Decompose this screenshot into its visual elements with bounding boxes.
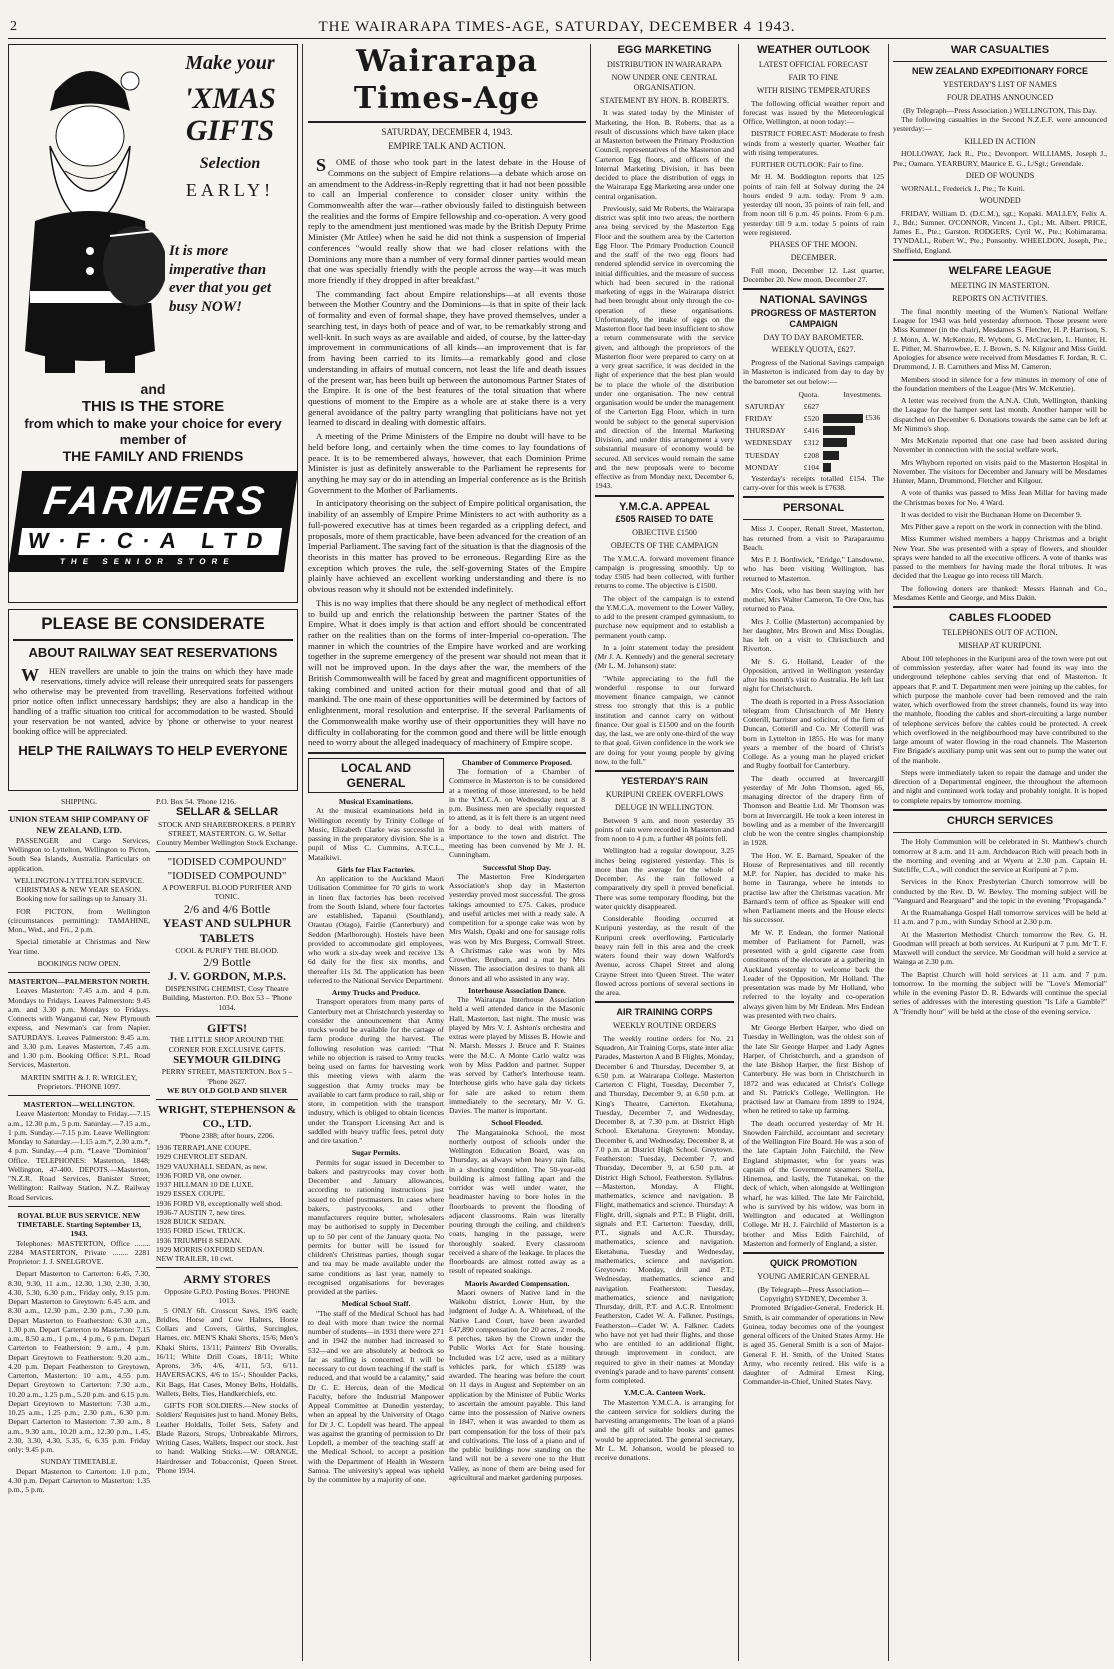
barometer-day: TUESDAY xyxy=(745,450,780,460)
barometer-bar xyxy=(823,426,855,435)
iodised-price: 2/6 and 4/6 Bottle xyxy=(183,901,271,916)
barometer-row xyxy=(743,461,884,473)
divider xyxy=(308,121,586,123)
weather-intro: The following official weather report and forecast was issued by the Meteorological Office, Wellington, at noon today:— xyxy=(743,98,884,127)
shipping-special: Special timetable at Christmas and New Year time. xyxy=(8,937,150,956)
savings-subtitle: PROGRESS OF MASTERTON CAMPAIGN xyxy=(750,307,877,329)
promotion-subtitle: YOUNG AMERICAN GENERAL xyxy=(757,1272,870,1282)
barometer-cell xyxy=(821,461,884,473)
rain-sub2: DELUGE IN WELLINGTON. xyxy=(614,802,714,812)
egg-sub3: STATEMENT BY HON. B. ROBERTS. xyxy=(600,95,729,105)
quota-header: Quota. xyxy=(798,389,819,399)
cables-title: CABLES FLOODED xyxy=(948,612,1052,625)
shipping-column xyxy=(8,797,150,1637)
barometer-row xyxy=(743,400,884,412)
leader-paragraph: This is no way implies that there should be any neglect of methodical effort to build up and enrich the relationship between the partner States of the Empire. What it does imply is that action and effort should be concentrated rather on the realities than on the forms of inter-Imperial co-operation. The manner in which the countries of the Empire have worked and are working together in the supreme emergency of the present war should not mean that it will not be improved upon. In the days after the war, the members of the British Commonwealth will be faced by great and magnificent opportunities of taking combined and united action for their mutual good and that of all mankind. The one main of these opportunities will be determined by factors of enlightenment, moral resolution and enterprise. If the several Parliaments of the Commonwealth make worthy use of their opportunities they will have no difficulty in collaborating for the common good and there will be little enough need to worry about the alleged inadequacy of machinery of Empire scope. xyxy=(308,597,586,748)
local-item-body: The Masterton Free Kindergarten Association's shop day in Masterton yesterday proved most successful. The gross takings amounted to £75. Cakes, produce and useful articles met with a ready sale. A competition for a sponge cake was won by Mrs Walsh, Opaki and one for sausage rolls was won by Mrs Burgess, Cornwall Street. A Christmas cake was won by Mrs Crowther, Bruburn, and a mat by Mrs Nissen. The association desires to thank all donors and all who assisted in any way. xyxy=(449,871,585,983)
local-item-head: Sugar Permits. xyxy=(351,1148,401,1158)
early-text: EARLY! xyxy=(185,179,275,200)
barometer-quota: £416 xyxy=(803,426,819,435)
ymca-title: Y.M.C.A. APPEAL xyxy=(619,500,710,513)
divider xyxy=(893,606,1107,608)
ymca-objects: OBJECTS OF THE CAMPAIGN xyxy=(610,540,719,550)
divider xyxy=(156,1016,298,1017)
gordon-name: J. V. GORDON, M.P.S. xyxy=(167,969,287,984)
army-stores-items: 5 ONLY 6ft. Crosscut Saws, 19/6 each; Bridles, Horse and Cow Halters, Horse Collars and Covers, Girths, Surcingles, Hames, etc. MEN'S Khaki Shorts, 15/6; Men's Khaki Shirts, 13/11; Painters' Bib Overalls, 16/11; White Drill Coats, 18/11; White Aprons, 3/6, 4/6, 4/11, 5/3, 6/11. HAVERSACKS, 4/6 to 15/-; Shoulder Packs, Kit Bags, Hat Cases, Money Belts, Holdalls, Wallets, Belts, Ties, Handkerchiefs, etc. xyxy=(156,1305,298,1398)
personal-title: PERSONAL xyxy=(782,502,845,514)
egg-title: EGG MARKETING xyxy=(617,44,712,56)
personal-item: Mr S. G. Holland, Leader of the Opposition, arrived in Wellington yesterday after his month's visit to Australia. He left last night for Christchurch. xyxy=(743,656,884,694)
shipping-picton: FOR PICTON, from Wellington (circumstances permitting): TAMAHINE, Mon., Wed., and Fri., 2 p.m. xyxy=(8,906,150,934)
rain-subtitle: KURIPUNI CREEK OVERFLOWS xyxy=(605,790,724,799)
gordon-desc: DISPENSING CHEMIST, Cosy Theatre Building, Masterton. P.O. Box 53 – 'Phone 1034. xyxy=(162,984,292,1012)
welfare-paragraph: Mrs McKenzie reported that one case had been assisted during November in connection with the social welfare work. xyxy=(893,436,1107,455)
barometer-quota: £208 xyxy=(803,450,819,460)
rain-paragraph: Between 9 a.m. and noon yesterday 35 points of rain were recorded in Masterton and from noon to 4 p.m. a further 48 points fell. xyxy=(595,815,734,843)
shipping-header: SHIPPING. xyxy=(60,797,98,806)
army-stores-title: ARMY STORES xyxy=(183,1272,271,1287)
died-list: WORNALL, Frederick J., Pte.; Te Kuiti. xyxy=(901,183,1025,193)
welfare-paragraph: A letter was received from the A.N.A. Club, Wellington, thanking the League for the hamper sent last month. Another hamper will be dispatched on December 6. Donations towards the same can be left at Mr Nimmo's shop. xyxy=(893,396,1107,433)
cables-sub2: MISHAP AT KURIPUNI. xyxy=(958,641,1042,651)
gifts-title: GIFTS! xyxy=(206,1020,247,1035)
news-column-4 xyxy=(743,44,884,1661)
church-paragraph: Services in the Knox Presbyterian Church tomorrow will be conducted by the Rev. D. W. Bewley. The morning subject will be "Vanguard and Rearguard" and the topic in the evening "Propaganda." xyxy=(893,877,1107,905)
leader-paragraph: SOME of those who took part in the latest debate in the House of Commons on the subject of Empire relations—a debate which arose on an amendment to the Address-in-Reply regretting that it had not been possible to call an Imperial conference to consider closer unity within the Commonwealth after the war—rather obviously failed to distinguish between the realities and the forms of Empire fellowship and co-operation. A very good reply to the amendment just mentioned was made by the British Deputy Prime Minister (Mr Attlee) when he said he did not think a suspension of Imperial conferences "would really show that we had closer relations with the Dominions any more than a number of very formal dinner parties would mean that one was specially friendly with the people across the way—it was much more friendly if they dropped in after breakfast." xyxy=(308,155,586,286)
xmas-gifts-text: 'XMAS GIFTS xyxy=(184,82,276,147)
atc-subtitle: WEEKLY ROUTINE ORDERS xyxy=(612,1021,717,1031)
egg-subtitle: DISTRIBUTION IN WAIRARAPA xyxy=(606,60,723,70)
divider xyxy=(893,809,1107,811)
rain-title: YESTERDAY'S RAIN xyxy=(621,776,708,787)
egg-paragraph: It was stated today by the Minister of Marketing, the Hon. B. Roberts, that as a result of discussions which have taken place at Masterton between the Primary Production Council, representatives of the Masterton and Carterton Egg floors, and officers of the Internal Marketing Division, it has been decided to place the distribution of eggs in the Wairarapa Egg Marketing area under one central organisation. xyxy=(595,108,734,201)
personal-item: Miss J. Cooper, Renall Street, Masterton, has returned from a visit to Paraparaumu Beach. xyxy=(743,524,884,552)
car-listing: 1936 TRIUMPH 8 SEDAN. xyxy=(156,1235,242,1245)
masthead-rule xyxy=(8,38,1106,39)
leader-paragraph: In anticipatory theorising on the subject of Empire political organisation, the inability of an assembly of Empire Prime Ministers to act with authority as a full-powered executive has at times been regarded as a crippling defect, and proposals, more of them practicable, have been advanced for the creation of an Imperial Parliament. The saving fact of the situation is that the diagnosis of the theorists in this matter has proved to be erroneous. Regarding Eire as the exception which proves the rule, the self-governing States of the Empire plainly have achieved an excellent working understanding and there is no obvious reason why it should not be extended indefinitely. xyxy=(308,498,586,595)
divider xyxy=(8,1206,150,1207)
shipping-services: PASSENGER and Cargo Services, Wellington to Lyttelton, Wellington to Picton, South Sea Islands, Australia. Particulars on application. xyxy=(8,835,150,873)
barometer-day: WEDNESDAY xyxy=(745,438,793,448)
family-line: THE FAMILY AND FRIENDS xyxy=(62,448,244,465)
barometer-row xyxy=(743,412,884,424)
savings-sub2: DAY TO DAY BAROMETER. xyxy=(763,332,864,342)
barometer-cell xyxy=(821,400,884,412)
route1-title: MASTERTON—PALMERSTON NORTH. xyxy=(8,977,150,986)
route1-props: MARTIN SMITH & J. R. WRIGLEY, Proprietors. 'PHONE 1097. xyxy=(20,1072,138,1091)
car-listing: 1936 FORD V8, exceptionally well shod. xyxy=(156,1198,283,1208)
sunday-title: SUNDAY TIMETABLE. xyxy=(40,1457,118,1467)
church-title: CHURCH SERVICES xyxy=(946,814,1054,827)
car-listing: 1936-7 AUSTIN 7, new tires. xyxy=(156,1207,246,1217)
barometer-cell xyxy=(821,425,884,437)
weather-fair: FAIR TO FINE xyxy=(788,73,839,83)
farmers-logo xyxy=(8,471,298,572)
car-listing: 1936 TERRAPLANE COUPE. xyxy=(156,1143,251,1153)
local-item-body: Transport operators from many parts of Canterbury met at Christchurch yesterday to consider the announcement that Army trucks would be available for the cartage of farm produce during the harvest. The following resolution was carried: "That while no objection is raised to Army trucks being used on farms for harvesting work this meeting views with alarm the suggestion that Army trucks may be available to cart farm produce to rail, ship or store, in competition with the transport industry, which is obliged to obtain licences under the Transport Licensing Act and is saddled with heavy traffic fees, petrol duty and tire taxation." xyxy=(308,997,444,1146)
weather-rising: WITH RISING TEMPERATURES xyxy=(756,85,871,95)
welfare-title: WELFARE LEAGUE xyxy=(948,264,1052,277)
local-general-section xyxy=(308,758,586,1488)
savings-title: NATIONAL SAVINGS xyxy=(759,294,868,307)
weather-rainfall: Mr H. M. Boddington reports that 125 points of rain fell at Solway during the 24 hours ended 9 a.m. today. From 9 a.m. yesterday till noon, 35 points of rain fell, and from noon till 6 p.m. 45 points. From 6 p.m. yesterday till 9 a.m. today 5 points of rain were registered. xyxy=(743,172,884,237)
local-item-body: An application to the Auckland Maori Utilisation Committee for 70 girls to work in linen flax factories has been received from the South Island, where four factories are established, Tapanui (Southland), Otautau (Otago), Fairlie (Canterbury) and Seddon (Marlborough). Hostels have been provided to accommodate girl employees, who work a six-day week and receive 13s 6d daily for the first six months, and thereafter 11s 3d. The application has been referred to the National Service Department. xyxy=(308,874,444,985)
wright-name: WRIGHT, STEPHENSON & CO., LTD. xyxy=(157,1104,297,1130)
ymca-paragraph: The object of the campaign is to extend the Y.M.C.A. movement to the Lower Valley, to add to the present cramped gymnasium, to purchase new equipment and to establish a permanent youth camp. xyxy=(595,593,734,640)
local-column-left xyxy=(308,758,444,1488)
leader-title: EMPIRE TALK AND ACTION. xyxy=(388,141,506,152)
local-column-right xyxy=(449,758,585,1488)
shipping-ferry: WELLINGTON-LYTTELTON SERVICE. xyxy=(13,875,145,885)
farmers-logo-wfca: W·F·C·A LTD xyxy=(18,528,282,555)
divider xyxy=(8,810,150,811)
iodised-line-1: "IODISED COMPOUND" xyxy=(167,856,287,869)
local-item-head: Interhouse Association Dance. xyxy=(468,985,566,995)
column-rule xyxy=(888,44,889,1661)
ymca-subtitle: £505 RAISED TO DATE xyxy=(615,514,714,525)
shipping-company: UNION STEAM SHIP COMPANY OF NEW ZEALAND, LTD. xyxy=(9,815,149,835)
column-rule xyxy=(302,44,303,1661)
divider xyxy=(743,519,884,520)
canteen-head: Y.M.C.A. Canteen Work. xyxy=(623,1388,706,1398)
egg-sub2: NOW UNDER ONE CENTRAL ORGANISATION. xyxy=(611,73,718,92)
leader-column xyxy=(308,44,586,1661)
store-line: THIS IS THE STORE xyxy=(81,398,225,416)
welfare-paragraph: It was decided to visit the Buchanan Home on December 9. xyxy=(901,509,1082,519)
route2-times: Leave Masterton: Monday to Friday.—7.15 a.m., 12.30 p.m., 5 p.m. Saturday.—7.15 a.m., 1 p.m. Sunday.—7.15 p.m. Leave Wellington: Monday to Saturday.—1.15 a.m.*, 2.30 a.m.*, 4 p.m. Sunday.—4 p.m. *Leave "Dominion" Office. TELEPHONES: Masterton, 1848; Wellington, 47-400. DEPOTS.—Masterton, "N.Z.R. Road Services, Banister Street; Wellington: Railway Station, N.Z. Railway Road Services. xyxy=(8,1109,150,1202)
personal-item: The Hon. W. E. Barnard, Speaker of the House of Representatives and till recently M.P. for Napier, has decided to make his home in Tauranga, where he intends to practise law after the Christmas vacation. Mr Barnard's term of office as Speaker will end when Parliament meets and the House elects his successor. xyxy=(743,850,884,925)
divider xyxy=(595,770,734,772)
santa-claus-illustration xyxy=(15,51,165,381)
divider xyxy=(156,851,298,852)
gilding-addr: PERRY STREET, MASTERTON. Box 5 – 'Phone 2627. xyxy=(161,1067,293,1086)
ymca-paragraph: In a joint statement today the president (Mr J. A. Kennedy) and the general secretary (Mr L. M. Johanson) state: xyxy=(595,642,734,671)
welfare-paragraph: A vote of thanks was passed to Miss Jean Millar for having made the Christmas boxes for No. 4 Ward. xyxy=(893,488,1107,507)
paper-nameplate: Wairarapa Times-Age xyxy=(353,44,541,116)
iodised-line-2: "IODISED COMPOUND" xyxy=(167,869,287,882)
barometer-day: SATURDAY xyxy=(745,401,785,411)
masthead-title: THE WAIRARAPA TIMES-AGE, SATURDAY, DECEMBER 4 1943. xyxy=(318,19,796,35)
divider xyxy=(743,1252,884,1254)
egg-paragraph: Previously, said Mr Roberts, the Wairarapa district was split into two areas, the northern area being serviced by the Masterton Egg Floor and the southern area by the Carterton Egg Floor. The Primary Production Council and the staff of the two egg floors had rendered splendid service in overcoming the initial difficulties, and the measure of success which had been secured in the rational marketing of eggs in the Wairarapa district had been brought about only through the co-operation of these organisations. Unfortunately, the intake of eggs on the Masterton floor had been insufficient to show a return commensurate with the service given, and although the proprietors of the Masterton floor were prepared to carry on at a very great sacrifice, it was decided in the light of experience that the best plan would be to place the whole of the distribution under one organisation. The new central organisation would be under the management of the Carterton Egg Floor, which in turn would be subject to the general supervision and direction of the Internal Marketing Division, and under this arrangement a very substantial measure of economy would be secured. All services would remain the same and the new proposals were to become effective as from Monday next, December 6, 1943. xyxy=(595,203,734,491)
died-head: DIED OF WOUNDS xyxy=(965,170,1035,180)
ymca-paragraph: The Y.M.C.A. forward movement finance campaign is progressing smoothly. Up to today £505 had been collected, with further returns to come. The objective is £1500. xyxy=(595,553,734,591)
divider xyxy=(893,61,1107,62)
local-item-body: The Mangatainoka School, the most northerly outpost of schools under the Wellington Education Board, was on Thursday, as always when heavy rain falls, in a shocking condition. The 50-year-old building is almost falling apart and the corridor was well under water, the headmaster having to bore holes in the floorboards to prevent the flooding of adjacent classrooms. Rain was literally pouring through the ceiling, and children's coats, hanging in the passage, were thoroughly soaked. Every classroom received a share of the leakage. In places the floorboards are almost rotted away as a result of repeated soakings. xyxy=(449,1127,585,1276)
church-paragraph: At the Masterton Methodist Church tomorrow the Rev. G. H. Goodman will preach at both services. At Kuripuni at 7 p.m. Mr T. F. Maxwell will conduct the service. Mr Goodman will hold a service at Wainga at 2.30 p.m. xyxy=(893,929,1107,967)
xmas-gifts-ad xyxy=(8,44,298,603)
personal-item: Mrs P. J. Borthwick, "Eridge," Lansdowne, who has been visiting Wellington, has returned to Masterton. xyxy=(743,555,884,583)
sunday-times: Depart Masterton to Carterton: 1.0 p.m., 4.30 p.m. Depart Carterton to Masterton: 1.35 p.m., 5 p.m. xyxy=(8,1466,150,1494)
local-item-body: Maori owners of Native land in the Waikohu district, Lower Hutt, by the judgment of Judge A. A. Whitehead, of the Native Land Court, have been awarded £47,890 compensation for 20 acres, 2 roods, 8 perches, taken by the Crown under the Public Works Act for State housing. Included was 1/2 acre, used as a military vehicles park, for which £5189 was awarded. The hearing was before the court on 11 days in August and September on an application by the Minister of Public Works to ascertain the amount payable. This land came into the possession of Native owners in 1847, when it was awarded to them as part compensation for the loss of their pa's and cultivations. The loss of a piano and of the public buildings now standing on the land will not be a severe one to the Hutt Valley, as none of them are being used for agricultural and market gardening purposes. xyxy=(449,1287,585,1482)
choice-line: from which to make your choice for every member of xyxy=(24,416,282,448)
sellar-name: SELLAR & SELLAR xyxy=(175,806,279,819)
leader-article xyxy=(308,157,586,748)
casualties-sub3: FOUR DEATHS ANNOUNCED xyxy=(946,93,1054,103)
leader-paragraph: A meeting of the Prime Ministers of the Empire no doubt will have to be held before long, and certainly when the time comes to lay foundations of peace. It is to be remembered always, however, that each Dominion Prime Minister is just as definitely answerable to the Parliament he represents for anything he may say or do in attending an Imperial conference as is the British Government to the Mother of Parliaments. xyxy=(308,431,586,495)
divider xyxy=(893,259,1107,261)
small-ads-column xyxy=(156,797,298,1637)
casualties-sub2: YESTERDAY'S LIST OF NAMES xyxy=(943,80,1057,90)
promotion-body: Promoted Brigadier-General, Frederick H. Smith, is air commander of operations in New Guinea, today becomes one of the youngest general officers of the United States Army. He is aged 35. General Smith is a son of Major-General F. H. Smith, of the United States Army, who recently retired. His wife is a daughter of Admiral Ernest King, Commander-in-Chief, United States Navy. xyxy=(743,1303,884,1387)
barometer-cell xyxy=(821,449,884,461)
church-paragraph: At the Ruamahanga Gospel Hall tomorrow services will be held at 11 a.m. and 7 p.m., with Sunday School at 2.30 p.m. xyxy=(893,908,1107,927)
welfare-paragraph: Mrs Pither gave a report on the work in connection with the blind. xyxy=(901,522,1102,532)
iodised-desc: A POWERFUL BLOOD PURIFIER AND TONIC. xyxy=(162,883,292,902)
barometer-day: THURSDAY xyxy=(745,426,786,435)
and-text: and xyxy=(140,381,166,397)
local-item-head: Chamber of Commerce Proposed. xyxy=(461,757,573,767)
atc-body: The weekly routine orders for No. 21 Squadron, Air Training Corps, state inter alia: Parades, Masterton A and B Flights, Monday, December 6 and Thursday, December 9, at 6.50 p.m. at Wairarapa College. Masterton Carterton C Flight, Tuesday, December 7, and Thursday, December 9, at 6.50 p.m. at King's Theatre, Carterton. Eketahuna, Tuesday, December 7, and Wednesday, December 8, at 7.30 p.m. at District High School. Eketahuna. Greytown: Monday, December 6, and Wednesday, December 8, at 7.0 p.m. at District High School. Greytown. Featherston: Tuesday, December 7, and Thursday, December 9, at 6.50 p.m. at District High School, Featherston. Syllabus.—Masterton, Monday, A Flight, mathematics, science and navigation. B Flight, mathematics and science. Thursday: A Flight, drill, signals and P.T.; B Flight, drill, signals and P.T. Carterton: Tuesday, drill, P.T., signals and A.C.R. Thursday, mathematics, science and navigation. Eketahuna, Tuesday and Wednesday, mathematics, science and navigation. Greytown: Monday, drill and P.T.; Wednesday, mathematics, science and navigation. Featherston: Tuesday, mathematics, science and navigation; Thursday, drill, P.T. and A.C.R. Enrolment: Featherston, Cadet W. A. Falkner. Postings, Featherston—Cadet W. A. Falkner. Cadets who have not yet had their flights, and those who are entitled to an additional flight, through improvement in conduct, are required to give in their names at Monday evening's parade and to have parents' consent form completed. xyxy=(595,1033,734,1386)
news-column-3 xyxy=(595,44,734,1661)
divider xyxy=(156,1267,298,1268)
car-listing: 1929 CHEVROLET SEDAN. xyxy=(156,1152,248,1162)
local-item-head: Girls for Flax Factories. xyxy=(337,864,415,874)
column-rule xyxy=(738,44,739,1661)
barometer-row xyxy=(743,437,884,449)
divider xyxy=(893,832,1107,833)
casualties-intro: The following casualties in the Second N.Z.E.F. were announced yesterday:— xyxy=(893,115,1107,134)
barometer-cell xyxy=(821,412,884,424)
personal-item: Mr W. P. Endean, the former National member of Parliament for Parnell, was presented with a gold cigarette case from constituents of the electorate at a gathering in Auckland yesterday to welcome back the Leader of the Opposition, Mr Holland. The presentation was made by Mr Holland, who referred to the loyalty and co-operation always given him by Mr Endean. Mrs Endean was presented with two chairs. xyxy=(743,927,884,1020)
route3-title: ROYAL BLUE BUS SERVICE. NEW TIMETABLE. Starting September 13, 1943. xyxy=(17,1210,141,1239)
local-item-body: The formation of a Chamber of Commerce in Masterton is to be considered at a meeting of those interested, to be held in the Y.M.C.A. on Wednesday next at 8 p.m. Business men are specially requested to attend, as it is felt there is an urgent need for a body to deal with matters of importance to the town and district. The meeting has been convened by Mr J. H. Cunningham. xyxy=(449,767,585,860)
leader-paragraph: The commanding fact about Empire relationships—at all events those between the Mother Country and the Dominions—is that in spite of their lack of formality and even of formal shape, they have proved themselves, under a searching test, in days both of peace and of war, to be remarkably strong and well-knit. In such ways as are available and aided, of course, by the latter-day improvement in communications of all kinds—an improvement that is far from having been carried to its limits—a remarkably good and close understanding in affairs of mutual concern, not least the life and death issues of the present war, has been built up between the autonomous Partner States of the Empire. It is one of the best features of the total situation that where questions of moment to the Empire as a whole are at stake there is a very general avoidance of the paltry party wrangling that politicians have not yet learned to discard in dealing with domestic affairs. xyxy=(308,288,586,428)
moon-title: PHASES OF THE MOON. xyxy=(769,240,858,250)
sellar-box: P.O. Box 54. 'Phone 1216. xyxy=(156,797,236,806)
divider xyxy=(8,972,150,973)
killed-list: HOLLOWAY, Jack R., Pte.; Devonport. WILLIAMS, Joseph J., Pte.; Oamaru. YEARBURY, Maurice E. G., L/Sgt.; Greendale. xyxy=(893,149,1107,168)
car-listing: 1937 HILLMAN 10 DE LUXE. xyxy=(156,1180,254,1190)
welfare-sub2: REPORTS ON ACTIVITIES. xyxy=(952,294,1048,304)
make-your-text: Make your xyxy=(185,52,275,74)
weather-further: FURTHER OUTLOOK: Fair to fine. xyxy=(751,160,864,170)
welfare-paragraph: The following doners are thanked: Messrs Hannah and Co., Mesdames Kettle and George, and Miss Dakin. xyxy=(893,583,1107,602)
sellar-desc: STOCK AND SHAREBROKERS. 8 PERRY STREET, MASTERTON. G. W. Sellar Country Member Wellington Stock Exchange. xyxy=(156,819,298,848)
barometer-quota: £520 xyxy=(803,413,819,423)
divider xyxy=(595,1001,734,1003)
barometer-bar xyxy=(823,438,847,447)
divider xyxy=(8,1095,150,1096)
local-item-head: Musical Examinations. xyxy=(338,797,414,807)
railway-subhead: ABOUT RAILWAY SEAT RESERVATIONS xyxy=(28,644,278,660)
shipping-booking: Booking now for sailings up to January 31. xyxy=(16,894,148,904)
imperative-text: It is more imperative than ever that you get busy NOW! xyxy=(169,242,272,316)
soldiers-gifts: GIFTS FOR SOLDIERS.—New stocks of Soldiers' Requisites just to hand. Money Belts, Leather Holdalls, Toilet Sets, Safety and Blade Razors, Strops, Unbreakable Mirrors, Writing Cases, Wallets, Inspect our stock. Just to hand: Walking Sticks.—W. ORANGE, Hairdresser and Tobacconist, Queen Street. 'Phone 1934. xyxy=(156,1401,298,1475)
wright-phone: 'Phone 2388; after hours, 2206. xyxy=(179,1130,275,1140)
yeast-price: 2/9 Bottle xyxy=(203,954,251,969)
route2-title: MASTERTON—WELLINGTON. xyxy=(23,1100,135,1109)
wounded-head: WOUNDED xyxy=(979,195,1021,205)
personal-item: Mrs Cook, who has been staying with her mother, Mrs Walter Cameron, Te Ore Ore, has returned to Paoa. xyxy=(743,585,884,614)
gifts-desc: THE LITTLE SHOP AROUND THE CORNER FOR EXCLUSIVE GIFTS. xyxy=(168,1035,286,1054)
ymca-paragraph: "While appreciating to the full the wonderful response to our forward movement finance campaign, we cannot stress too strongly that this is a public institution and cannot carry on without finance. Our goal is £1500 and on the fourth day, the last, we are only one-third of the way to that goal. Given confidence in the work we are doing for your young people by giving now, to the full." xyxy=(595,673,734,766)
rain-paragraph: Wellington had a regular downpour, 3.25 inches being registered yesterday. This is more than the average for the whole of December. As the rain followed a comparatively dry spell it proved beneficial. There was some temporary flooding, but the water quickly disappeared. xyxy=(595,846,734,911)
moon-phases: Full moon, December 12. Last quarter, December 20. New moon, December 27. xyxy=(743,265,884,284)
army-stores-addr: Opposite G.P.O. Posting Boxes. 'PHONE 1013. xyxy=(164,1287,290,1306)
divider xyxy=(13,639,293,641)
savings-quota: WEEKLY QUOTA, £627. xyxy=(771,345,856,355)
casualties-title: WAR CASUALTIES xyxy=(950,44,1050,56)
church-paragraph: The Holy Communion will be celebrated in St. Matthew's church tomorrow at 8 a.m. and 11 a.m. Archdeacon Rich will preach both in the morning and evening and at Wyeru at 2.30 p.m. Captain H. Sutcliffe, C.A., will conduct the service at Kuripuni at 7 p.m. xyxy=(893,837,1107,875)
welfare-paragraph: Miss Kummer wished members a happy Christmas and a bright New Year. She was presented with a spray of flowers, and shoulder sprays were handed to all the executive officers. A vote of thanks was passed to the members for having made the floral tributes. It was decided that the League go into recess till March. xyxy=(893,534,1107,581)
divider xyxy=(743,288,884,290)
wounded-list: FRIDAY, William D. (D.C.M.), sgt.; Kopaki. MALLEY, Felix A. J., Bdr.; Sumner. O'CONNOR, Vincent J., Cpl.; Mt. Albert. PRICE, James E., Pte.; Garston. RODGERS, Cyril W., Pte.; Kohimarama. TYNDALL, Robert W., Pte.; Ponsonby. WHEELDON, Joseph, Pte.; Sheffield, England. xyxy=(893,208,1107,255)
leader-date: SATURDAY, DECEMBER 4, 1943. xyxy=(381,127,513,138)
rain-paragraph: Considerable flooding occurred at Kuripuni yesterday, as the result of the Kuripuni creek overflowing. Particularly heavy rain fell in this area and the creek waters found their way down Walford's Avenue, across Chapel Street and along Crayne Street into Queen Street. The water flowed across portions of several sections in the area. xyxy=(595,914,734,997)
car-listing: 1935 FORD 15cwt. TRUCK. xyxy=(156,1226,246,1236)
barometer-row xyxy=(743,449,884,461)
promotion-title: QUICK PROMOTION xyxy=(770,1258,857,1269)
promotion-dateline: (By Telegraph—Press Association—Copyright) SYDNEY, December 3. xyxy=(757,1284,870,1304)
canteen-body: The Masterton Y.M.C.A. is arranging for the canteen service for soldiers during the harvesting arrangements. The loan of a piano and the gift of suitable books and games would be appreciated. The general secretary, Mr L. M. Johanson, would be pleased to receive donations. xyxy=(595,1397,734,1463)
railway-headline: PLEASE BE CONSIDERATE xyxy=(41,614,265,633)
welfare-paragraph: The final monthly meeting of the Women's National Welfare League for 1943 was held yesterday afternoon. Those present were Miss Kummer (in the chair), Mesdames S. Fletcher, H. P. Harrison, S. J. Monn, A. W. McKenzie, R. Wybom, G. McCracken, L. Hunter, H. E. Pither, M. Sharrowbee, E. J. Brown, S. N. Kilgour and Miss Guild. Apologies for absence were received from Mesdames F. Jordan, R. C. Drummond, J. B. Carruthers and Miss M. Cameron. xyxy=(893,306,1107,372)
route3-times: Depart Masterton to Carterton: 6.45, 7.30, 8.30, 9.30, 11 a.m., 12.30, 1.30, 2.30, 3.30, 4.30, 5.30, 6.30 p.m., Friday only, 9.15 p.m. Depart Masterton to Greytown: 6.45 a.m. and 8.30 a.m., 12.30 p.m., 2.30 p.m., 7.30 p.m. Depart Masterton to Featherston: 6.30 a.m., 1.30 p.m. Depart Carterton to Masterton: 7.15 a.m., 8.50 a.m., 1 p.m., 4 p.m., 6 p.m. Depart Carterton to Featherston: 9 a.m., 4 p.m. Depart Greytown to Featherston: 9.20 a.m., 4.20 p.m. Depart Featherston to Greytown, Carterton, Masterton: 10 a.m., 4.55 p.m. Depart Greytown to Carterton: 7.30 a.m., 10.20 a.m., 1.25 p.m., 5.20 p.m. and 6.15 p.m. Depart Greytown to Masterton: 7.30 a.m., 10.25 a.m., 1.25 p.m., 2.30 p.m., 6.30 p.m. Depart Carterton to Masterton: 7.30 a.m., 8 a.m., 9.30 a.m., 10.20 a.m., 12.30 p.m., 1.45, 2.30, 3.30, 4.30, 5.35, 6, 6.35 p.m. Friday only: 9.45 p.m. xyxy=(8,1269,150,1454)
atc-title: AIR TRAINING CORPS xyxy=(616,1007,713,1018)
car-listing: 1929 VAUXHALL SEDAN, as new. xyxy=(156,1161,268,1171)
gilding-buy: WE BUY OLD GOLD AND SILVER xyxy=(166,1085,288,1095)
moon-month: DECEMBER. xyxy=(790,252,837,262)
welfare-paragraph: Members stood in silence for a few minutes in memory of one of the foundation members of the League (Mrs W. McKenzie). xyxy=(893,374,1107,393)
welfare-paragraph: Mrs Whyborn reported on visits paid to the Masterton Hospital in November. The visitors for December and January will be Mesdames Hunter, Mann, Drummond, Fletcher and Kilgour. xyxy=(893,457,1107,486)
route3-phones: Telephones: MASTERTON, Office ........ 2284 MASTERTON, Private ........ 2281 Proprietor: J. J. SNELGROVE. xyxy=(8,1238,150,1266)
barometer-quota: £104 xyxy=(803,462,819,472)
masthead xyxy=(0,0,1114,38)
investments-header: Investments. xyxy=(843,389,882,399)
car-listing: 1936 FORD V8, one owner. xyxy=(156,1170,242,1180)
shipping-christmas: CHRISTMAS & NEW YEAR SEASON. xyxy=(16,885,142,894)
cables-paragraph: About 100 telephones in the Kuripuni area of the town were put out of commission yesterday, after water had found its way into the underground telephone cables serving that end of Masterton. It appears that P. and T. Department men were joining up the cables, for which purpose the manhole cover had been removed and the rain water, which overflowed from the street channels, found its way into the manhole, flooding the cables and short-circuiting a large number of telephone services before the cables could be protected. A creek which overflowed in the neighbourhood may have contributed to the large amount of water flowing in the road channels. The Masterton Fire Brigade's auxiliary pump unit was sent out to pump the water out of the manhole. xyxy=(893,653,1107,765)
wright-cars xyxy=(156,1143,298,1263)
barometer-quota: £312 xyxy=(803,438,819,448)
barometer-row xyxy=(743,425,884,437)
barometer-bar xyxy=(823,414,863,423)
local-item-head: Army Trucks and Produce. xyxy=(331,988,421,998)
car-listing: 1929 MORRIS OXFORD SEDAN. xyxy=(156,1244,265,1254)
railway-body: WHEN travellers are unable to join the trains on which they have made reservations, timely advice will release their unrequired seats for passengers who otherwise may be prevented from travelling. Reservations forfeited without prior notice often inflict unnecessary hardships; they are also a handicap in the handling of a traffic situation too critical for accommodation to be wasted. Should your reservation be not wanted, advice by 'phone or otherwise to your nearest booking office will be appreciated. xyxy=(13,664,293,736)
local-item-head: School Flooded. xyxy=(491,1118,543,1128)
barometer-bar xyxy=(823,463,831,472)
barometer-investment: £536 xyxy=(865,413,881,423)
local-item-head: Maoris Awarded Compensation. xyxy=(464,1278,570,1288)
yeast-desc: COOL & PURIFY THE BLOOD. xyxy=(175,945,279,955)
barometer-bar xyxy=(823,451,839,460)
weather-subtitle: LATEST OFFICIAL FORECAST xyxy=(758,60,869,70)
savings-barometer xyxy=(743,389,884,474)
barometer-day: MONDAY xyxy=(745,462,779,472)
ads-column xyxy=(8,44,298,1661)
personal-item: The death occurred at Invercargill yesterday of Mr John Thomson, aged 66, managing director of the drapery firm of Thomson and Beattie Ltd. Mr Thomson was born at Invercargill. He took a keen interest in bowling and as a member of the Invercargill club he won the centre singles championship in 1928. xyxy=(743,773,884,848)
column-rule xyxy=(590,44,591,1661)
personal-item: The death is reported in a Press Association telegram from Christchurch of Mr Henry Cotterill, barrister and solicitor, of the firm of Duncan, Cotterill and Co. Mr Cotterill was born in Lyttelton in 1855. He was for many years a member of the board of Christ's College. As a young man he played cricket and Rugby football for Canterbury. xyxy=(743,696,884,771)
yeast-title: YEAST AND SULPHUR TABLETS xyxy=(162,916,292,945)
divider xyxy=(156,1099,298,1100)
personal-item: The death occurred yesterday of Mr H. Snowden Fairchild, accountant and secretary of the Wellington Fire Board. He was a son of the late Captain John Fairchild, the New England shipmaster, who for years was captain of the Government steamers Stella, Hinemoa, and lastly, the Tutanekai, on the deck of which, when alongside at Wellington wharf, he was killed. The late Mr Fairchild, who is survived by his widow, was born in Wellington and educated at Wellington College. Mr H. J. Fairchild of Masterton is a brother and Miss Edith Fairchild, of Masterton and formerly of England, a sister. xyxy=(743,1118,884,1248)
barometer-quota: £627 xyxy=(803,401,819,411)
barometer-day: FRIDAY xyxy=(745,413,773,423)
news-column-5 xyxy=(893,44,1107,1661)
local-item-body: "The staff of the Medical School has had to deal with more than twice the normal number of students—in 1931 there were 271 and in 1942 the number had increased to 532—and we are absolutely at bedrock so far as staffing is concerned. It will be necessary to cut down teaching if the staff is reduced, and that would be a calamity," said Dr C. E. Hercus, dean of the Medical Faculty, before the Industrial Manpower Appeal Committee at Dunedin yesterday, when an appeal by the University of Otago for Dr J. C. Lopdell was heard. The appeal was against the granting of permission to Dr Lopdell, a member of the teaching staff at the Medical School, to accept a position with the Department of Health in Western Samoa. The university's appeal was upheld by the committee by a majority of one. xyxy=(308,1308,444,1485)
weather-district: DISTRICT FORECAST: Moderate to fresh winds from a westerly quarter. Weather fair with rising temperatures. xyxy=(743,129,884,157)
car-listing: NEW TRAILER, 10 cwt. xyxy=(156,1254,234,1264)
local-item-head: Medical School Staff. xyxy=(341,1299,411,1309)
savings-receipts: Yesterday's receipts totalled £154. The carry-over for this week is £7638. xyxy=(743,473,884,492)
divider xyxy=(743,496,884,498)
barometer-cell xyxy=(821,437,884,449)
divider xyxy=(308,752,586,754)
farmers-logo-tagline: THE SENIOR STORE xyxy=(59,556,236,566)
casualties-subtitle: NEW ZEALAND EXPEDITIONARY FORCE xyxy=(911,66,1088,77)
weather-title: WEATHER OUTLOOK xyxy=(757,44,870,56)
local-item-head: Successful Shop Day. xyxy=(482,862,552,872)
classifieds-row xyxy=(8,797,298,1637)
personal-item: Mrs J. Collie (Masterton) accompanied by her daughter, Mrs Brown and Miss Douglas, has left on a visit to Christchurch and Riverton. xyxy=(743,616,884,654)
cables-paragraph: Steps were immediately taken to repair the damage and under the direction of a Departmental engineer, the throughout the afternoon and night and continued work today and probably tonight. It is hoped to complete repairs by tomorrow morning. xyxy=(893,767,1107,805)
local-general-title: LOCAL AND GENERAL xyxy=(308,758,444,793)
ymca-objective: OBJECTIVE £1500 xyxy=(632,528,697,538)
divider xyxy=(595,495,734,497)
local-item-body: Permits for sugar issued in December to bakers and pastrycooks may cover both December and January allowances, according to rationing instructions just issued to chief postmasters. In cases where bakers, pastrycooks, and other manufacturers require butter, wholesalers may be authorised to supply in December up to 50 per cent of the January quota. No permits for butter will be issued for children's Christmas parties, though sugar and tea may be made available under the same conditions as last year, namely to recognised organisations for beverages provided at the parties. xyxy=(308,1157,444,1297)
killed-head: KILLED IN ACTION xyxy=(964,136,1036,146)
selection-text: Selection xyxy=(199,155,261,173)
farmers-logo-name: FARMERS xyxy=(41,479,271,524)
railway-ad xyxy=(8,609,298,791)
cables-subtitle: TELEPHONES OUT OF ACTION. xyxy=(942,628,1058,638)
welfare-subtitle: MEETING IN MASTERTON. xyxy=(950,281,1050,291)
car-listing: 1929 ESSEX COUPE. xyxy=(156,1189,225,1199)
casualties-dateline: (By Telegraph—Press Association.) WELLINGTON, This Day. xyxy=(903,105,1097,115)
shipping-bookings-open: BOOKINGS NOW OPEN. xyxy=(37,958,121,968)
railway-footer: HELP THE RAILWAYS TO HELP EVERYONE xyxy=(18,742,288,758)
car-listing: 1928 BUICK SEDAN. xyxy=(156,1217,226,1227)
page-number: 2 xyxy=(10,19,17,34)
local-item-body: At the musical examinations held in Wellington recently by Trinity College of Music, Elizabeth Clarke was successful in passing in the preparatory division. She is a pupil of Miss C. Cummins, A.T.C.L., Mataikiwi. xyxy=(308,806,444,862)
church-paragraph: The Baptist Church will hold services at 11 a.m. and 7 p.m. tomorrow. In the morning the subject will be "Love's Memorial" while in the evening Pastor D. R. Edwards will continue the special series of addresses with the interesting question "Is Life a Gamble?" A "friendly hour" will be held at the close of the evening service. xyxy=(893,969,1107,1016)
route1-times: Leaves Masterton: 7.45 a.m. and 4 p.m. Mondays to Fridays. Leaves Palmerston: 9.45 a.m. and 3.30 p.m. Mondays to Fridays. Connects with Wanganui car, New Plymouth express, and Newman's car from Napier. SATURDAYS. Leaves Palmerston: 9.45 a.m. and 3.30 p.m. Leaves Masterton, 7.45 a.m. and 1.30 p.m. Booking Office: S.P.L. Road Services, Masterton. xyxy=(8,986,150,1070)
savings-intro: Progress of the National Savings campaign in Masterton is indicated from day to day by the barometer set out below:— xyxy=(743,358,884,386)
local-item-body: The Wairarapa Interhouse Association held a well attended dance in the Masonic Hall, Masterton, last night. The music was played by Mrs V. J. Ashton's orchestra and extras were played by Misses B. Howie and N. Marsh. Messrs J. Bruce and F. Staines were the M.C. A Monte Carlo waltz was won by Miss Paddon and partner. Supper was served by Cather's Interhouse team. Interhouse girls who have gala day tickets for sale are asked to return them immediately to the secretary, Mr V. G. Davies. The matter is important. xyxy=(449,995,585,1116)
gilding-name: SEYMOUR GILDING xyxy=(173,1053,281,1066)
personal-item: Mr George Herbert Harper, who died on Tuesday in Wellington, was the oldest son of the late Sir George Harper and Lady Agnes Harper, of Christchurch, and a grandson of the late Bishop Harper, the first Bishop of Canterbury. He was born in Christchurch in 1872 and was educated at Christ's College and St. Patrick's College, Wellington. He practised law at Oamaru from 1899 to 1924, when he retired to take up farming. xyxy=(743,1023,884,1116)
